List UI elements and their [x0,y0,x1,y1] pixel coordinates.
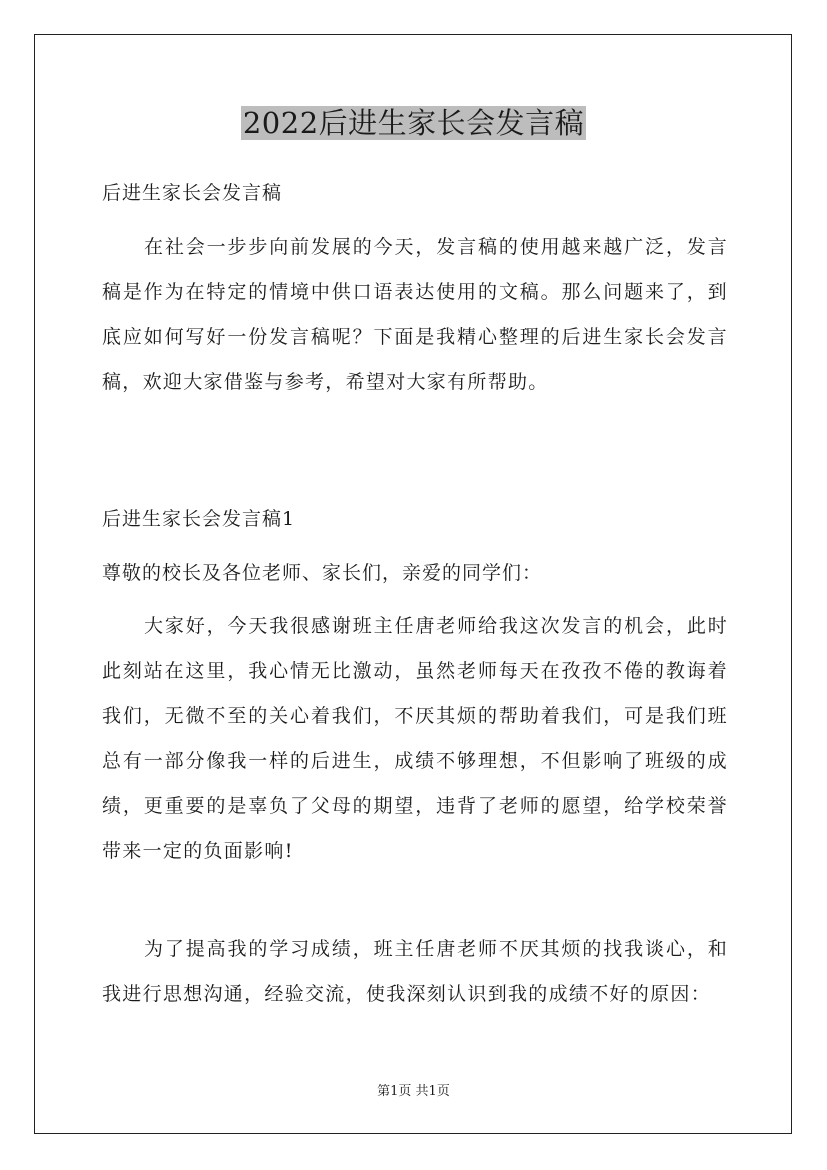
salutation: 尊敬的校长及各位老师、家长们，亲爱的同学们： [102,562,543,584]
document-title [0,104,827,142]
document-title-text: 2022后进生家长会发言稿 [242,106,585,140]
body-paragraph-1: 大家好，今天我很感谢班主任唐老师给我这次发言的机会，此时此刻站在这里，我心情无比激动，虽然老师每天在孜孜不倦的教诲着我们，无微不至的关心着我们，不厌其烦的帮助着我们，可是我们班总有一部分像我一样的后进生，成绩不够理想，不但影响了班级的成绩，更重要的是辜负了父母的期望，违背了老师的愿望，给学校荣誉带来一定的负面影响! [102,615,728,862]
section-heading: 后进生家长会发言稿1 [102,508,296,530]
intro-paragraph: 在社会一步步向前发展的今天，发言稿的使用越来越广泛，发言稿是作为在特定的情境中供口语表达使用的文稿。那么问题来了，到底应如何写好一份发言稿呢？下面是我精心整理的后进生家长会发言稿，欢迎大家借鉴与参考，希望对大家有所帮助。 [102,236,728,393]
document-subtitle: 后进生家长会发言稿 [102,182,283,204]
body-paragraph-2: 为了提高我的学习成绩，班主任唐老师不厌其烦的找我谈心，和我进行思想沟通，经验交流，使我深刻认识到我的成绩不好的原因： [102,938,728,1005]
page-footer: 第1页 共1页 [377,1084,450,1099]
